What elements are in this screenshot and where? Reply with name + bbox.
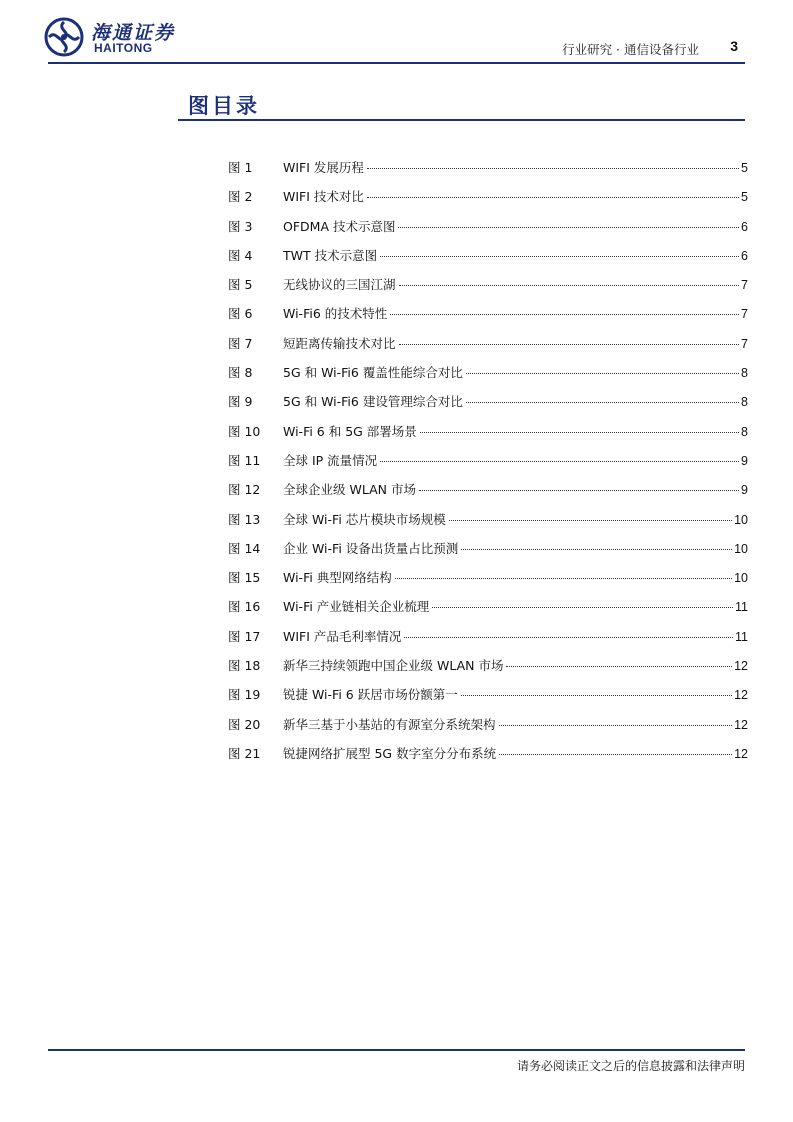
toc-leader-dots: [499, 725, 733, 726]
toc-title-divider: [178, 119, 745, 121]
toc-leader-dots: [461, 695, 732, 696]
toc-entry-number: 图 20: [228, 716, 261, 732]
toc-entry-title: TWT 技术示意图: [283, 247, 378, 263]
toc-entry-number: 图 11: [228, 452, 261, 468]
toc-entry-number: 图 10: [228, 423, 261, 439]
toc-entry-title: 全球企业级 WLAN 市场: [283, 482, 416, 498]
toc-leader-dots: [432, 607, 733, 608]
toc-entry-page: 12: [734, 717, 748, 732]
toc-entry-title: Wi-Fi 6 和 5G 部署场景: [283, 423, 417, 439]
toc-entry[interactable]: [228, 246, 748, 275]
toc-entry-title: WIFI 发展历程: [283, 160, 364, 175]
toc-entry-number: 图 17: [228, 628, 261, 644]
toc-entry[interactable]: [228, 744, 748, 773]
report-section: 行业研究 · 通信设备行业: [562, 42, 699, 57]
toc-entry[interactable]: [228, 685, 748, 714]
toc-entry-title: WIFI 技术对比: [283, 189, 364, 205]
toc-entry-title: 5G 和 Wi-Fi6 建设管理综合对比: [283, 394, 463, 410]
toc-leader-dots: [466, 373, 739, 374]
footer-disclaimer: 请务必阅读正文之后的信息披露和法律声明: [516, 1059, 745, 1073]
toc-entry-title: 无线协议的三国江湖: [283, 277, 396, 293]
toc-entry[interactable]: [228, 275, 748, 304]
toc-entry-page: 12: [734, 688, 748, 703]
toc-entry-page: 9: [741, 453, 748, 468]
toc-leader-dots: [420, 432, 739, 433]
toc-entry-number: 图 18: [228, 658, 261, 674]
page-number: 3: [730, 38, 738, 54]
header-divider: [48, 62, 745, 64]
toc-entry[interactable]: [228, 158, 748, 187]
toc-entry-page: 5: [741, 161, 748, 175]
toc-entry-number: 图 19: [228, 687, 261, 703]
toc-entry[interactable]: [228, 510, 748, 539]
toc-entry-title: 锐捷网络扩展型 5G 数字室分分布系统: [283, 745, 497, 761]
logo-english-name: HAITONG: [94, 41, 153, 55]
toc-entry-number: 图 14: [228, 540, 261, 556]
toc-entry-number: 图 6: [228, 306, 253, 322]
toc-leader-dots: [399, 285, 740, 286]
toc-entry-page: 10: [734, 571, 748, 586]
toc-entry-title: 新华三基于小基站的有源室分系统架构: [283, 716, 496, 732]
toc-entry[interactable]: [228, 304, 748, 333]
toc-entry-number: 图 8: [228, 365, 253, 381]
toc-entry-title: 企业 Wi-Fi 设备出货量占比预测: [283, 540, 459, 556]
toc-entry[interactable]: [228, 422, 748, 451]
toc-leader-dots: [506, 666, 732, 667]
toc-entry[interactable]: [228, 597, 748, 626]
toc-entry-page: 8: [741, 424, 748, 439]
toc-entry-page: 11: [735, 600, 748, 615]
haitong-emblem-icon: [44, 17, 84, 57]
footer-divider: [48, 1049, 745, 1051]
toc-entry[interactable]: [228, 451, 748, 480]
toc-entry-number: 图 3: [228, 218, 253, 234]
haitong-logo: [44, 17, 184, 57]
toc-entry-title: OFDMA 技术示意图: [283, 218, 396, 234]
toc-entry[interactable]: [228, 363, 748, 392]
logo-chinese-name: 海通证券: [91, 22, 176, 44]
toc-entry-number: 图 9: [228, 394, 253, 410]
toc-entry[interactable]: [228, 217, 748, 246]
toc-entry[interactable]: [228, 627, 748, 656]
toc-entry-title: 新华三持续领跑中国企业级 WLAN 市场: [283, 658, 504, 674]
toc-leader-dots: [461, 549, 732, 550]
toc-entry-title: 全球 IP 流量情况: [283, 452, 378, 468]
toc-entry-page: 7: [741, 307, 748, 322]
toc-entry-page: 7: [741, 336, 748, 351]
toc-leader-dots: [395, 578, 732, 579]
toc-entry-page: 7: [741, 278, 748, 293]
toc-leader-dots: [466, 402, 739, 403]
toc-entry-number: 图 13: [228, 511, 261, 527]
toc-entry-number: 图 16: [228, 599, 261, 615]
toc-leader-dots: [367, 197, 739, 198]
toc-entry-title: 5G 和 Wi-Fi6 覆盖性能综合对比: [283, 365, 463, 381]
toc-entry[interactable]: [228, 187, 748, 216]
toc-entry-page: 5: [741, 190, 748, 205]
toc-entry-title: 全球 Wi-Fi 芯片模块市场规模: [283, 511, 446, 527]
toc-entry-number: 图 7: [228, 335, 253, 351]
toc-entry-page: 6: [741, 219, 748, 234]
toc-entry-number: 图 5: [228, 277, 253, 293]
toc-leader-dots: [380, 256, 739, 257]
toc-entry-page: 10: [734, 541, 748, 556]
toc-entry-page: 8: [741, 395, 748, 410]
toc-entry-number: 图 2: [228, 189, 253, 205]
toc-entry[interactable]: [228, 392, 748, 421]
toc-entry-title: Wi-Fi 产业链相关企业梳理: [283, 599, 430, 615]
toc-leader-dots: [449, 520, 732, 521]
toc-entry-number: 图 12: [228, 482, 261, 498]
toc-leader-dots: [419, 490, 739, 491]
toc-entry-title: 短距离传输技术对比: [283, 335, 396, 351]
toc-entry-number: 图 15: [228, 570, 261, 586]
toc-entry-title: Wi-Fi6 的技术特性: [283, 306, 388, 322]
toc-entry-title: WIFI 产品毛利率情况: [283, 628, 402, 644]
toc-title: 图目录: [188, 94, 260, 118]
toc-entry-page: 12: [734, 659, 748, 674]
toc-entry-number: 图 21: [228, 745, 261, 761]
toc-entry[interactable]: [228, 334, 748, 363]
toc-leader-dots: [499, 754, 732, 755]
page-header: [0, 0, 793, 66]
toc-entry[interactable]: [228, 568, 748, 597]
toc-entry-page: 10: [734, 512, 748, 527]
toc-entry[interactable]: [228, 715, 748, 744]
toc-leader-dots: [404, 637, 733, 638]
toc-leader-dots: [398, 227, 739, 228]
toc-entry-page: 12: [734, 746, 748, 761]
toc-entry[interactable]: [228, 480, 748, 509]
toc-entry[interactable]: [228, 656, 748, 685]
toc-leader-dots: [390, 314, 739, 315]
toc-leader-dots: [399, 344, 740, 345]
toc-entry-page: 11: [735, 629, 748, 644]
toc-entry[interactable]: [228, 539, 748, 568]
toc-entry-page: 6: [741, 248, 748, 263]
toc-leader-dots: [380, 461, 739, 462]
toc-entry-number: 图 1: [228, 160, 253, 175]
toc-entry-number: 图 4: [228, 247, 253, 263]
toc-entry-title: 锐捷 Wi-Fi 6 跃居市场份额第一: [283, 687, 458, 703]
toc-entry-page: 9: [741, 483, 748, 498]
figure-list: [228, 158, 748, 773]
toc-entry-title: Wi-Fi 典型网络结构: [283, 570, 392, 586]
toc-leader-dots: [367, 168, 739, 169]
toc-entry-page: 8: [741, 366, 748, 381]
